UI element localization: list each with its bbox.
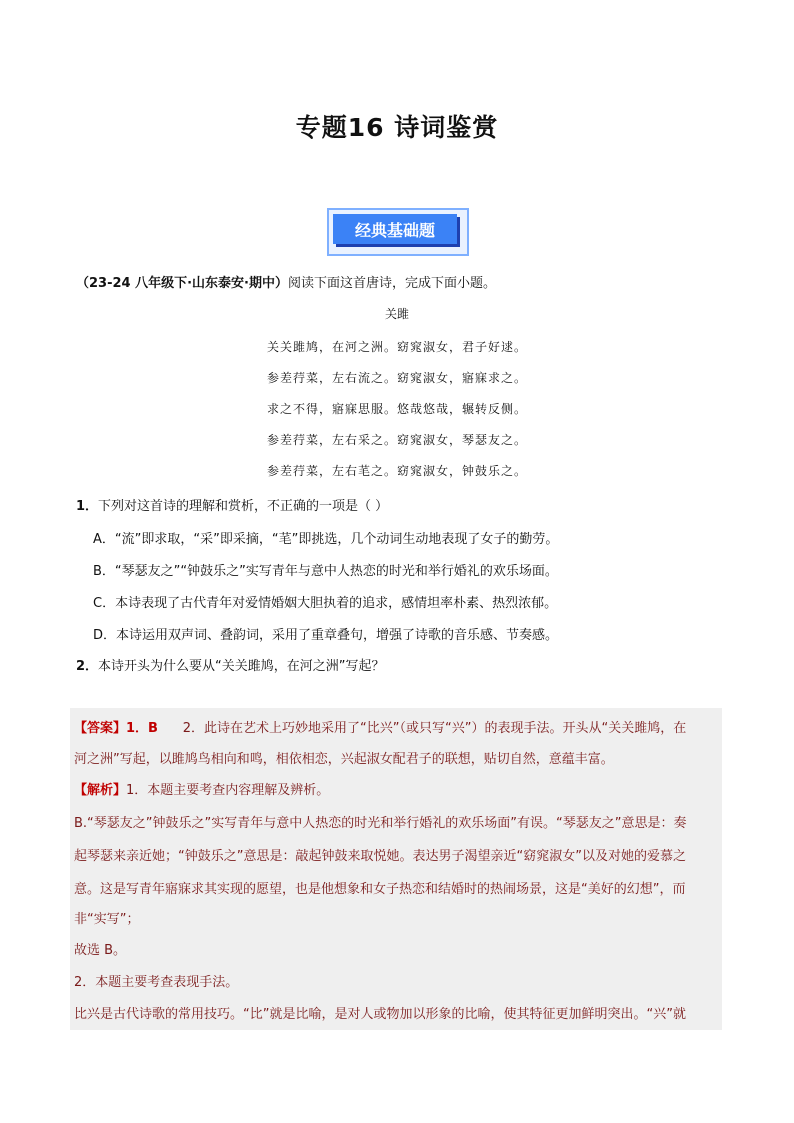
badge-label: 经典基础题: [333, 214, 457, 244]
option-letter: D．: [93, 628, 117, 643]
poem-line: 关关雎鸠，在河之洲。窈窕淑女，君子好逑。: [266, 340, 527, 354]
poem-line: 参差荇菜，左右流之。窈窕淑女，寤寐求之。: [266, 371, 527, 385]
section-badge: [327, 208, 467, 254]
poem-title: 关雎: [384, 307, 409, 321]
answer-2: 2．此诗在艺术上巧妙地采用了“比兴”（或只写“兴”）的表现手法。开头从“关关雎鸠，在: [182, 721, 687, 736]
answer-tag: 【答案】: [74, 721, 127, 736]
intro-text: 阅读下面这首唐诗，完成下面小题。: [287, 276, 496, 291]
poem-line: 参差荇菜，左右芼之。窈窕淑女，钟鼓乐之。: [266, 464, 527, 478]
option-text: “流”即求取，“采”即采摘，“芼”即挑选，几个动词生动地表现了女子的勤劳。: [114, 532, 559, 547]
poem-line: 参差荇菜，左右采之。窈窕淑女，琴瑟友之。: [266, 433, 527, 447]
analysis-line: 故选 B。: [74, 943, 127, 958]
analysis-line: 起琴瑟来亲近她；“钟鼓乐之”意思是：敲起钟鼓来取悦她。表达男子渴望亲近“窈窕淑女”以及对她的爱慕之: [74, 849, 686, 864]
question-intro: [76, 272, 496, 291]
question-text: 下列对这首诗的理解和赏析，不正确的一项是（ ）: [98, 499, 389, 514]
question-number: 1．: [76, 499, 99, 514]
option-d: [93, 624, 558, 643]
analysis-tag: 【解析】: [74, 783, 127, 798]
option-letter: B．: [93, 564, 115, 579]
option-text: “琴瑟友之”“钟鼓乐之”实写青年与意中人热恋的时光和举行婚礼的欢乐场面。: [114, 564, 558, 579]
answer-line: [74, 717, 724, 736]
answer-1: 1．B: [126, 721, 158, 736]
option-letter: A．: [93, 532, 115, 547]
analysis-line: [74, 779, 724, 798]
option-b: [93, 560, 558, 579]
option-c: [93, 592, 557, 611]
analysis-line: 比兴是古代诗歌的常用技巧。“比”就是比喻，是对人或物加以形象的比喻，使其特征更加鲜明突出。“兴”就: [74, 1007, 686, 1022]
analysis-line: 非“实写”；: [74, 912, 140, 927]
answer-line: 河之洲”写起，以雎鸠鸟相向和鸣，相依相恋，兴起淑女配君子的联想，贴切自然，意蕴丰富。: [74, 752, 614, 767]
analysis-line: 意。这是写青年寤寐求其实现的愿望，也是他想象和女子热恋和结婚时的热闹场景，这是“美好的幻想”，而: [74, 882, 686, 897]
option-text: 本诗运用双声词、叠韵词，采用了重章叠句，增强了诗歌的音乐感、节奏感。: [116, 628, 559, 643]
question-text: 本诗开头为什么要从“关关雎鸠，在河之洲”写起？: [98, 659, 385, 674]
question-number: 2．: [76, 659, 99, 674]
option-a: [93, 528, 558, 547]
option-letter: C．: [93, 596, 116, 611]
question-1: [76, 495, 388, 514]
question-2: [76, 655, 385, 674]
analysis-text: 1．本题主要考查内容理解及辨析。: [126, 783, 330, 798]
page-title: 专题16 诗词鉴赏: [295, 113, 499, 142]
question-source: （23-24 八年级下·山东泰安·期中）: [76, 276, 288, 291]
analysis-line: B.“琴瑟友之”钟鼓乐之”实写青年与意中人热恋的时光和举行婚礼的欢乐场面”有误。“琴瑟友之”意思是：奏: [74, 816, 687, 831]
analysis-line: 2．本题主要考查表现手法。: [74, 975, 239, 990]
poem-body: [0, 338, 794, 493]
poem-line: 求之不得，寤寐思服。悠哉悠哉，辗转反侧。: [266, 402, 527, 416]
option-text: 本诗表现了古代青年对爱情婚姻大胆执着的追求，感情坦率朴素、热烈浓郁。: [115, 596, 558, 611]
